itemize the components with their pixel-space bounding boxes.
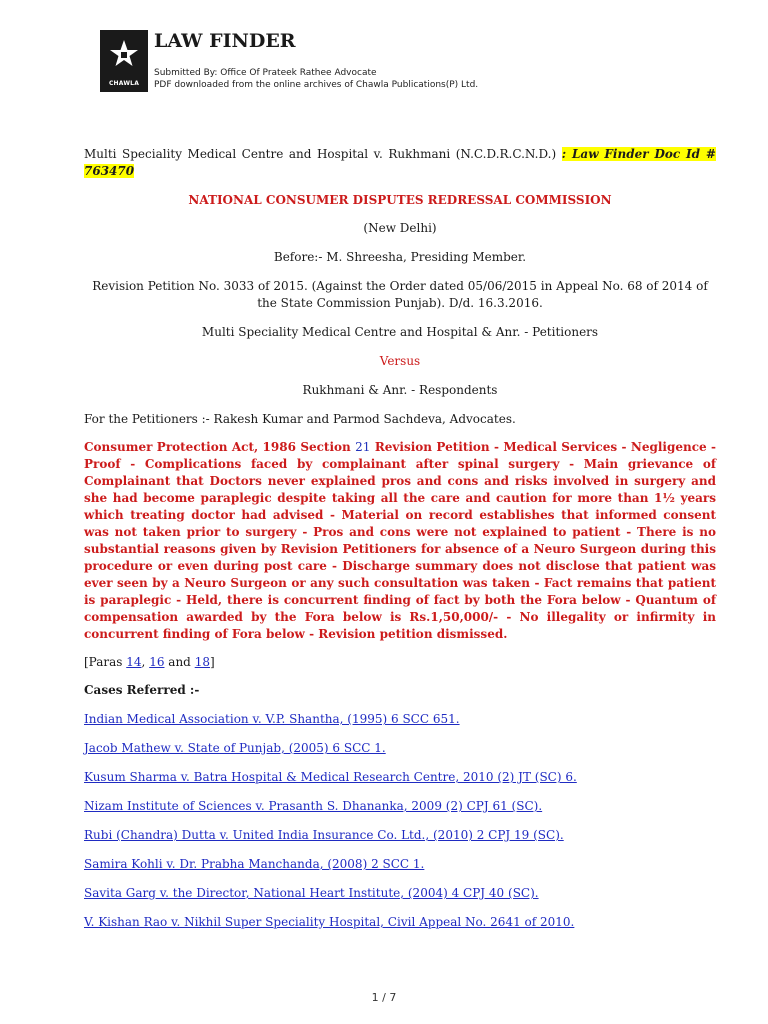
case-link[interactable]: Nizam Institute of Sciences v. Prasanth S. Dhananka, 2009 (2) CPJ 61 (SC). bbox=[84, 799, 543, 813]
petition-details: Revision Petition No. 3033 of 2015. (Against the Order dated 05/06/2015 in Appeal No. 68 of 2014 of the State Commission Punjab). D/d. 16.3.2016. bbox=[92, 279, 708, 310]
page-number: 1 / 7 bbox=[371, 991, 397, 1004]
headnote-text: Revision Petition - Medical Services - Negligence - Proof - Complications faced by complainant after spinal surgery - Main grievance of Complainant that Doctors never explained pros and cons and risks involved in surgery and she had become paraplegic despite taking all the care and caution for more than 1½ years which treating doctor had advised - Material on record establishes that informed consent was not taken prior to surgery - Pros and cons were not explained to patient - There is no substantial reasons given by Revision Petitioners for absence of a Neuro Surgeon during this procedure or even during post care - Discharge summary does not disclose that patient was ever seen by a Neuro Surgeon or any such consultation was taken - Fact remains that patient is paraplegic - Held, there is concurrent finding of fact by both the Fora below - Quantum of compensation awarded by the Fora below is Rs.1,50,000/- - No illegality or infirmity in concurrent finding of Fora below - Revision petition dismissed. bbox=[84, 440, 717, 641]
submitted-by: Submitted By: Office Of Prateek Rathee Advocate bbox=[154, 68, 377, 78]
doc-id-label: : Law Finder Doc Id # bbox=[561, 147, 716, 161]
versus: Versus bbox=[379, 354, 421, 368]
case-link[interactable]: Savita Garg v. the Director, National Heart Institute, (2004) 4 CPJ 40 (SC). bbox=[84, 886, 539, 900]
downloaded-from: PDF downloaded from the online archives of Chawla Publications(P) Ltd. bbox=[154, 80, 479, 90]
star-logo-icon bbox=[102, 32, 146, 76]
court-name: NATIONAL CONSUMER DISPUTES REDRESSAL COMMISSION bbox=[188, 193, 612, 207]
paras-reference bbox=[84, 654, 716, 671]
case-link[interactable]: Rubi (Chandra) Dutta v. United India Insurance Co. Ltd., (2010) 2 CPJ 19 (SC). bbox=[84, 828, 564, 842]
paras-and: and bbox=[168, 655, 191, 669]
bench: Before:- M. Shreesha, Presiding Member. bbox=[273, 250, 527, 264]
case-link[interactable]: Jacob Mathew v. State of Punjab, (2005) 6 SCC 1. bbox=[84, 741, 386, 755]
paras-suffix: ] bbox=[209, 655, 215, 669]
cases-heading: Cases Referred :- bbox=[84, 683, 200, 697]
petitioners: Multi Speciality Medical Centre and Hospital & Anr. - Petitioners bbox=[201, 325, 599, 339]
case-link[interactable]: Samira Kohli v. Dr. Prabha Manchanda, (2008) 2 SCC 1. bbox=[84, 857, 425, 871]
para-link-18[interactable]: 18 bbox=[194, 655, 210, 669]
case-link[interactable]: V. Kishan Rao v. Nikhil Super Speciality Hospital, Civil Appeal No. 2641 of 2010. bbox=[84, 915, 575, 929]
document-body bbox=[84, 146, 716, 943]
para-link-16[interactable]: 16 bbox=[149, 655, 165, 669]
para-link-14[interactable]: 14 bbox=[126, 655, 142, 669]
court-place: (New Delhi) bbox=[363, 221, 437, 235]
counsel: For the Petitioners :- Rakesh Kumar and Parmod Sachdeva, Advocates. bbox=[84, 412, 516, 426]
cases-list bbox=[84, 711, 716, 931]
law-finder-logo bbox=[100, 30, 148, 92]
case-title: Multi Speciality Medical Centre and Hospital v. Rukhmani (N.C.D.R.C.N.D.) bbox=[84, 147, 557, 161]
headnote-prefix: Consumer Protection Act, 1986 Section bbox=[84, 440, 351, 454]
doc-id: 763470 bbox=[84, 164, 135, 178]
brand-title: LAW FINDER bbox=[154, 30, 296, 52]
paras-prefix: [Paras bbox=[84, 655, 123, 669]
case-title-line bbox=[84, 146, 716, 180]
case-link[interactable]: Kusum Sharma v. Batra Hospital & Medical Research Centre, 2010 (2) JT (SC) 6. bbox=[84, 770, 577, 784]
paras-comma: , bbox=[141, 655, 146, 669]
section-number[interactable]: 21 bbox=[355, 440, 371, 454]
submission-info bbox=[154, 67, 478, 91]
case-link[interactable]: Indian Medical Association v. V.P. Shantha, (1995) 6 SCC 651. bbox=[84, 712, 460, 726]
logo-caption: CHAWLA bbox=[108, 80, 140, 87]
respondents: Rukhmani & Anr. - Respondents bbox=[302, 383, 498, 397]
headnote bbox=[84, 439, 716, 643]
